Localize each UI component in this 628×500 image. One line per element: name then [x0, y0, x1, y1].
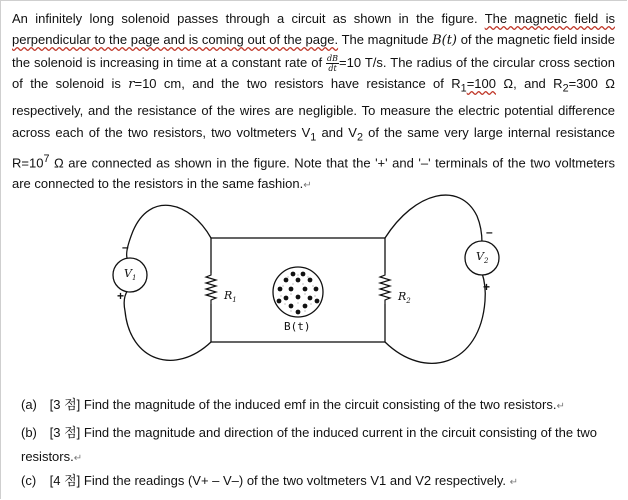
return-mark: ↵ — [509, 477, 519, 488]
subscript: 1 — [310, 131, 317, 144]
circuit-figure — [95, 176, 545, 376]
superscript: 7 — [43, 152, 50, 165]
question-points: [3 점] — [49, 397, 81, 412]
v2-subscript: 2 — [483, 257, 489, 266]
subscript: 1 — [460, 82, 467, 95]
r2-subscript: 2 — [406, 297, 411, 306]
question-a — [21, 393, 617, 419]
v2-label — [476, 250, 488, 265]
v2-plus-terminal: + — [483, 280, 491, 294]
sentence-2: The magnetic field is perpendicular to the page and is coming out of the page. — [12, 11, 615, 48]
text-fragment: =10 T/s. The radius of the circular cross section of the solenoid is — [12, 54, 615, 92]
v1-letter: V — [124, 267, 132, 280]
return-mark: ↵ — [73, 453, 83, 464]
text-fragment: of the same very large internal resistance R=10 — [12, 124, 615, 170]
subscript: 2 — [356, 131, 363, 144]
b-field-label: B(t) — [284, 320, 311, 333]
fraction-numerator: dB — [327, 53, 339, 63]
v1-subscript: 1 — [131, 274, 137, 283]
question-c — [21, 469, 617, 495]
text-fragment: are connected as shown in the figure. Note that the '+' and '–' terminals of the two voltmeters are connected to the resistors in the same fashion. — [12, 154, 615, 192]
r2-letter: R — [398, 290, 407, 303]
text-fragment: =10 cm, and the two resistors have resistance of R — [134, 76, 461, 92]
b-of-t-symbol: B(t) — [432, 33, 457, 49]
radius-symbol: r — [128, 77, 135, 93]
text-fragment: and V — [321, 124, 357, 140]
question-tag: (c) — [21, 473, 37, 488]
problem-statement — [12, 8, 615, 197]
question-points: [3 점] — [49, 425, 81, 440]
v1-label — [124, 267, 136, 282]
v2-bottom-lead — [385, 273, 485, 363]
text-fragment: of the magnetic field inside the solenoid is increasing in time at a constant rate of — [12, 32, 615, 70]
circuit-diagram — [95, 176, 545, 376]
v1-bottom-lead — [124, 290, 211, 360]
sentence-1: An infinitely long solenoid passes through a circuit as shown in the figure. — [12, 11, 478, 26]
v1-plus-terminal: + — [117, 289, 125, 303]
question-tag: (b) — [21, 425, 37, 440]
v1-top-lead — [127, 205, 211, 260]
v1-minus-terminal: – — [122, 240, 129, 254]
v2-minus-terminal: – — [486, 225, 493, 239]
question-text: Find the magnitude of the induced emf in the circuit consisting of the two resistors. — [83, 397, 557, 412]
text-fragment: , and R — [513, 76, 563, 92]
text-fragment: respectively, and the resistance of the wires are negligible. To measure the electric potential difference across each of the two resistors, two voltmeters V — [12, 103, 615, 140]
rate-fraction — [326, 54, 339, 73]
v2-top-lead — [385, 195, 482, 243]
problem-paragraph — [12, 8, 615, 197]
question-tag: (a) — [21, 397, 37, 412]
subscript: 2 — [562, 82, 569, 95]
ohm-symbol: Ω — [503, 76, 514, 92]
fraction-denominator: dt — [328, 63, 337, 73]
r1-value: =100 — [466, 76, 496, 92]
text-fragment: The magnitude — [341, 32, 429, 48]
question-b — [21, 421, 617, 471]
v2-letter: V — [476, 250, 484, 263]
ohm-symbol: Ω — [605, 76, 615, 92]
question-text: Find the readings (V+ – V–) of the two voltmeters V1 and V2 respectively. — [83, 473, 506, 488]
return-mark: ↵ — [303, 180, 312, 192]
question-points: [4 점] — [49, 473, 81, 488]
return-mark: ↵ — [556, 401, 565, 412]
ohm-symbol: Ω — [54, 154, 64, 170]
r1-label — [224, 289, 237, 304]
question-text: Find the magnitude and direction of the induced current in the circuit consisting of the two resistors. — [21, 425, 597, 464]
text-fragment: =300 — [568, 76, 598, 92]
r1-letter: R — [224, 289, 233, 302]
r2-label — [398, 290, 411, 305]
r1-subscript: 1 — [232, 296, 237, 305]
